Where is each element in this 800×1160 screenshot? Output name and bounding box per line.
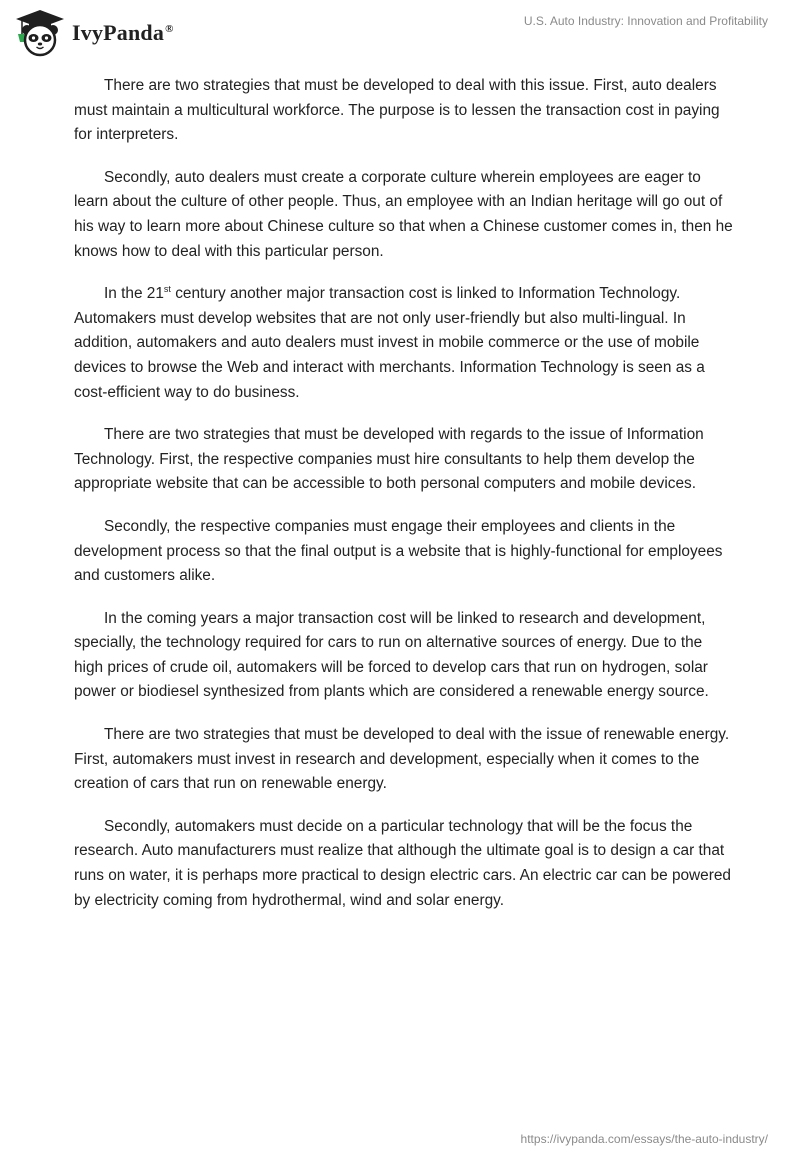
paragraph-4: There are two strategies that must be developed with regards to the issue of Information Technology. First, the respective companies must hire consultants to help them develop the appropriate website that can be accessible to both personal computers and mobile devices. xyxy=(74,426,704,493)
paragraph-1: There are two strategies that must be developed to deal with this issue. First, auto dealers must maintain a multicultural workforce. The purpose is to lessen the transaction cost in paying for interpreters. xyxy=(74,77,720,144)
running-title: U.S. Auto Industry: Innovation and Profitability xyxy=(523,14,768,28)
paragraph-3-start: In the 21 xyxy=(104,285,164,303)
paragraph-5: Secondly, the respective companies must engage their employees and clients in the development process so that the final output is a website that is highly-functional for employees and customers alike. xyxy=(74,517,723,585)
paragraph-8: Secondly, automakers must decide on a particular technology that will be the focus the research. Auto manufacturers must realize that although the ultimate goal is to design a car that runs on water, it is perhaps more practical to design electric cars. An electric car can be powered by electricity coming from hydrothermal, wind and solar energy. xyxy=(74,817,731,909)
paragraph-3 xyxy=(74,282,734,405)
paragraph-2: Secondly, auto dealers must create a corporate culture wherein employees are eager to learn about the culture of other people. Thus, an employee with an Indian heritage will go out of his way to learn more about Chinese culture so that when a Chinese customer comes in, then he knows how to deal with this particular person. xyxy=(74,168,733,260)
paragraph-7: There are two strategies that must be developed to deal with the issue of renewable energy. First, automakers must invest in research and development, especially when it comes to the creation of cars that run on renewable energy. xyxy=(74,726,730,793)
brand-logo[interactable] xyxy=(14,8,174,58)
ordinal-suffix: st xyxy=(163,284,171,295)
paragraph-3-rest: century another major transaction cost is linked to Information Technology. Automakers must develop websites that are not only user-friendly but also multi-lingual. In addition, automakers and auto dealers must invest in mobile commerce or the use of mobile devices to browse the Web and interact with merchants. Information Technology is seen as a cost-efficient way to do business. xyxy=(74,285,705,401)
essay-body xyxy=(74,74,734,931)
brand-name: IvyPanda® xyxy=(72,20,174,45)
registered-mark: ® xyxy=(165,22,174,35)
paragraph-6: In the coming years a major transaction cost will be linked to research and development, specially, the technology required for cars to run on alternative sources of energy. Due to the high prices of crude oil, automakers will be forced to develop cars that run on hydrogen, solar power or biodiesel synthesized from plants which are considered a renewable energy source. xyxy=(74,609,709,701)
panda-graduate-icon xyxy=(14,8,66,58)
page-header xyxy=(0,0,800,70)
source-url[interactable]: https://ivypanda.com/essays/the-auto-industry/ xyxy=(520,1132,768,1146)
